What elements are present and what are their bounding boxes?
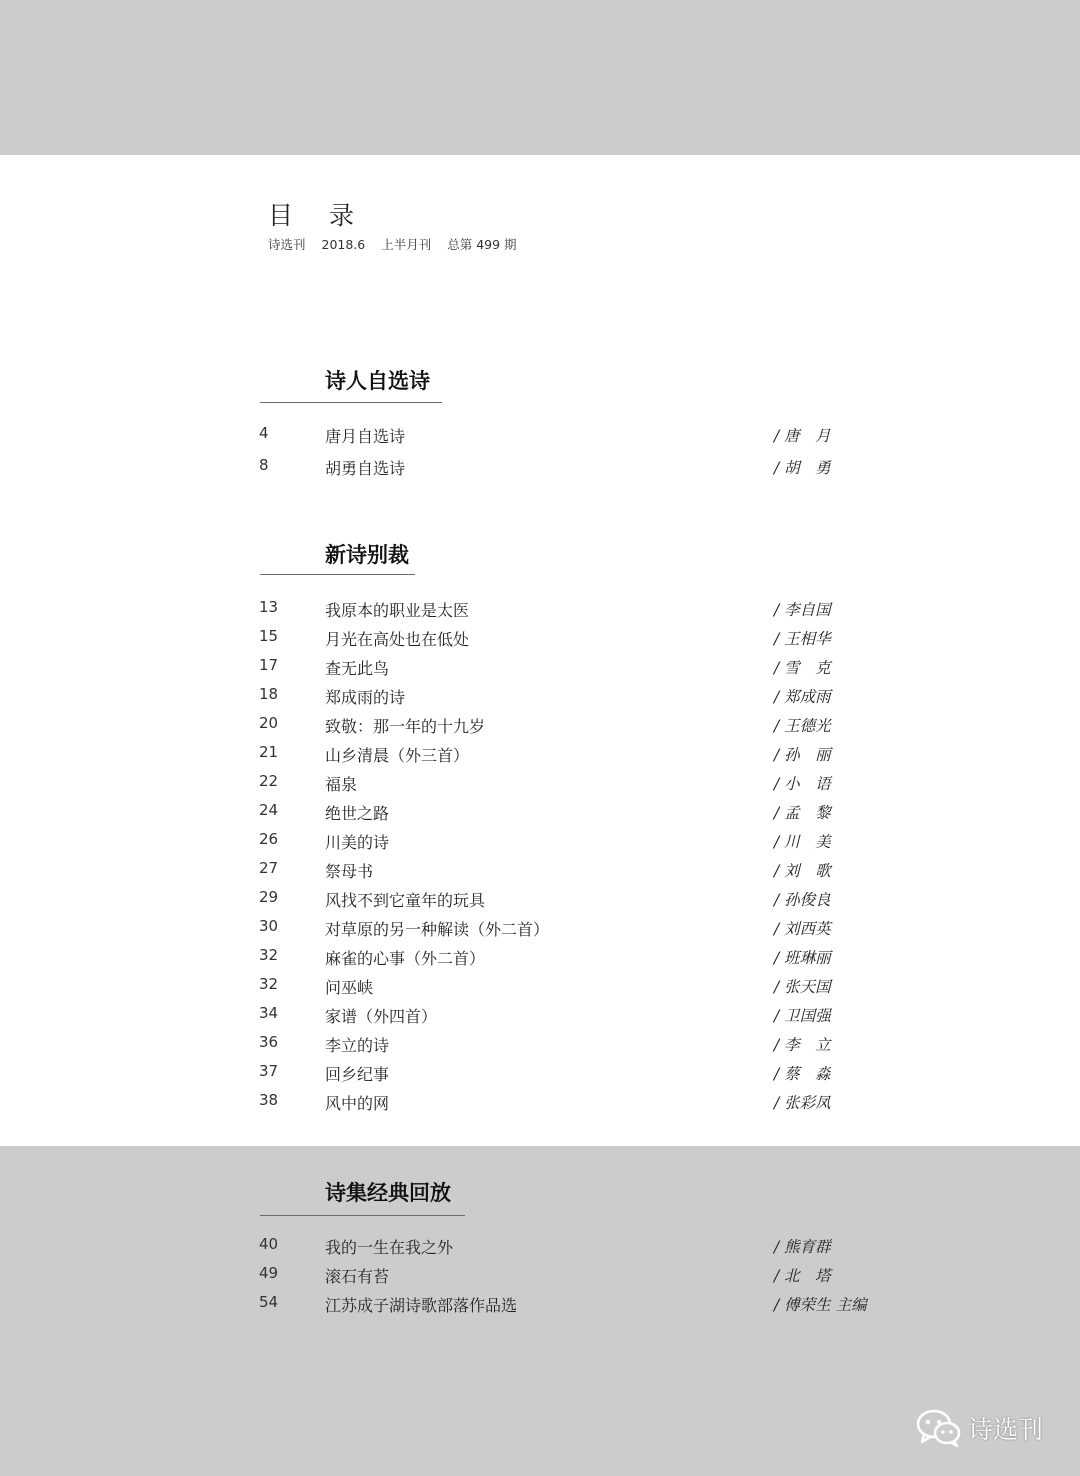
entry-title: 我原本的职业是太医 bbox=[325, 601, 470, 620]
issue-info bbox=[268, 235, 529, 253]
page-number: 36 bbox=[259, 1033, 279, 1051]
page-number: 37 bbox=[259, 1062, 279, 1080]
toc-entry[interactable] bbox=[0, 598, 1080, 627]
entry-author: / 胡 勇 bbox=[774, 459, 831, 477]
entry-title: 江苏成子湖诗歌部落作品选 bbox=[325, 1296, 518, 1315]
top-gray-band bbox=[0, 0, 1080, 155]
page-number: 13 bbox=[259, 598, 279, 616]
toc-entry[interactable] bbox=[0, 1004, 1080, 1033]
entry-title: 风找不到它童年的玩具 bbox=[325, 891, 486, 910]
entry-author: / 熊育群 bbox=[774, 1238, 831, 1256]
entry-title: 山乡清晨（外三首） bbox=[325, 746, 470, 765]
toc-entry[interactable] bbox=[0, 685, 1080, 714]
entry-title: 绝世之路 bbox=[325, 804, 390, 823]
account-name: 诗选刊 bbox=[968, 1415, 1044, 1444]
entry-author: / 班琳丽 bbox=[774, 949, 831, 967]
toc-entry[interactable] bbox=[0, 743, 1080, 772]
page-number: 18 bbox=[259, 685, 279, 703]
page-title: 目 录 bbox=[268, 201, 368, 230]
toc-entry[interactable] bbox=[0, 946, 1080, 975]
entry-title: 对草原的另一种解读（外二首） bbox=[325, 920, 550, 939]
page-number: 4 bbox=[259, 424, 269, 442]
entry-author: / 张天国 bbox=[774, 978, 831, 996]
page-number: 30 bbox=[259, 917, 279, 935]
entry-author: / 孙 丽 bbox=[774, 746, 831, 764]
toc-entry[interactable] bbox=[0, 975, 1080, 1004]
toc-entry[interactable] bbox=[0, 627, 1080, 656]
entry-title: 麻雀的心事（外二首） bbox=[325, 949, 486, 968]
page-number: 38 bbox=[259, 1091, 279, 1109]
toc-entry[interactable] bbox=[0, 1091, 1080, 1120]
section-divider bbox=[260, 402, 442, 403]
page-number: 15 bbox=[259, 627, 279, 645]
toc-entry[interactable] bbox=[0, 1293, 1080, 1322]
entry-author: / 川 美 bbox=[774, 833, 831, 851]
toc-entry[interactable] bbox=[0, 888, 1080, 917]
page-number: 49 bbox=[259, 1264, 279, 1282]
entry-title: 查无此鸟 bbox=[325, 659, 390, 678]
toc-entry[interactable] bbox=[0, 830, 1080, 859]
toc-entry[interactable] bbox=[0, 917, 1080, 946]
entry-title: 川美的诗 bbox=[325, 833, 390, 852]
entry-author: / 孙俊良 bbox=[774, 891, 831, 909]
entry-author: / 王德光 bbox=[774, 717, 831, 735]
issue-frequency: 上半月刊 bbox=[381, 237, 432, 252]
toc-entry[interactable] bbox=[0, 1062, 1080, 1091]
section-divider bbox=[260, 574, 415, 575]
entry-author: / 北 塔 bbox=[774, 1267, 831, 1285]
toc-entry[interactable] bbox=[0, 456, 1080, 485]
toc-entry[interactable] bbox=[0, 1235, 1080, 1264]
entry-title: 风中的网 bbox=[325, 1094, 390, 1113]
issue-date: 2018.6 bbox=[321, 237, 366, 252]
entry-title: 胡勇自选诗 bbox=[325, 459, 406, 478]
entry-author: / 傅荣生 主编 bbox=[774, 1296, 867, 1314]
entry-author: / 刘 歌 bbox=[774, 862, 831, 880]
section-title-new-poems: 新诗别裁 bbox=[325, 542, 409, 567]
section-divider bbox=[260, 1215, 465, 1216]
toc-entry[interactable] bbox=[0, 656, 1080, 685]
page-number: 34 bbox=[259, 1004, 279, 1022]
entry-title: 问巫峡 bbox=[325, 978, 374, 997]
entry-title: 家谱（外四首） bbox=[325, 1007, 438, 1026]
entry-title: 致敬：那一年的十九岁 bbox=[325, 717, 486, 736]
section-title-classic-collections: 诗集经典回放 bbox=[325, 1180, 451, 1205]
toc-entry[interactable] bbox=[0, 859, 1080, 888]
page-number: 8 bbox=[259, 456, 269, 474]
entry-author: / 小 语 bbox=[774, 775, 831, 793]
entry-author: / 蔡 淼 bbox=[774, 1065, 831, 1083]
entry-author: / 唐 月 bbox=[774, 427, 831, 445]
entry-title: 李立的诗 bbox=[325, 1036, 390, 1055]
page-number: 24 bbox=[259, 801, 279, 819]
entry-title: 回乡纪事 bbox=[325, 1065, 390, 1084]
wechat-icon bbox=[916, 1408, 962, 1448]
toc-entry[interactable] bbox=[0, 772, 1080, 801]
entry-author: / 张彩凤 bbox=[774, 1094, 831, 1112]
page-number: 54 bbox=[259, 1293, 279, 1311]
page-number: 17 bbox=[259, 656, 279, 674]
page-number: 22 bbox=[259, 772, 279, 790]
page-number: 20 bbox=[259, 714, 279, 732]
entry-author: / 刘西英 bbox=[774, 920, 831, 938]
entry-title: 我的一生在我之外 bbox=[325, 1238, 454, 1257]
entry-author: / 李自国 bbox=[774, 601, 831, 619]
page-number: 32 bbox=[259, 946, 279, 964]
page-number: 29 bbox=[259, 888, 279, 906]
page-number: 32 bbox=[259, 975, 279, 993]
entry-author: / 王相华 bbox=[774, 630, 831, 648]
section-title-poets-selected: 诗人自选诗 bbox=[325, 368, 430, 393]
magazine-name: 诗选刊 bbox=[268, 237, 306, 252]
entry-author: / 郑成雨 bbox=[774, 688, 831, 706]
entry-author: / 李 立 bbox=[774, 1036, 831, 1054]
issue-number: 总第 499 期 bbox=[447, 237, 517, 252]
entry-title: 郑成雨的诗 bbox=[325, 688, 406, 707]
toc-entry[interactable] bbox=[0, 1033, 1080, 1062]
toc-entry[interactable] bbox=[0, 801, 1080, 830]
entry-author: / 卫国强 bbox=[774, 1007, 831, 1025]
page-number: 26 bbox=[259, 830, 279, 848]
page-number: 21 bbox=[259, 743, 279, 761]
page-number: 27 bbox=[259, 859, 279, 877]
entry-title: 唐月自选诗 bbox=[325, 427, 406, 446]
toc-entry[interactable] bbox=[0, 424, 1080, 453]
entry-author: / 孟 黎 bbox=[774, 804, 831, 822]
page-number: 40 bbox=[259, 1235, 279, 1253]
entry-author: / 雪 克 bbox=[774, 659, 831, 677]
wechat-watermark bbox=[916, 1406, 1043, 1450]
entry-title: 祭母书 bbox=[325, 862, 374, 881]
entry-title: 滚石有苔 bbox=[325, 1267, 390, 1286]
toc-entry[interactable] bbox=[0, 1264, 1080, 1293]
toc-entry[interactable] bbox=[0, 714, 1080, 743]
entry-title: 福泉 bbox=[325, 775, 358, 794]
entry-title: 月光在高处也在低处 bbox=[325, 630, 470, 649]
